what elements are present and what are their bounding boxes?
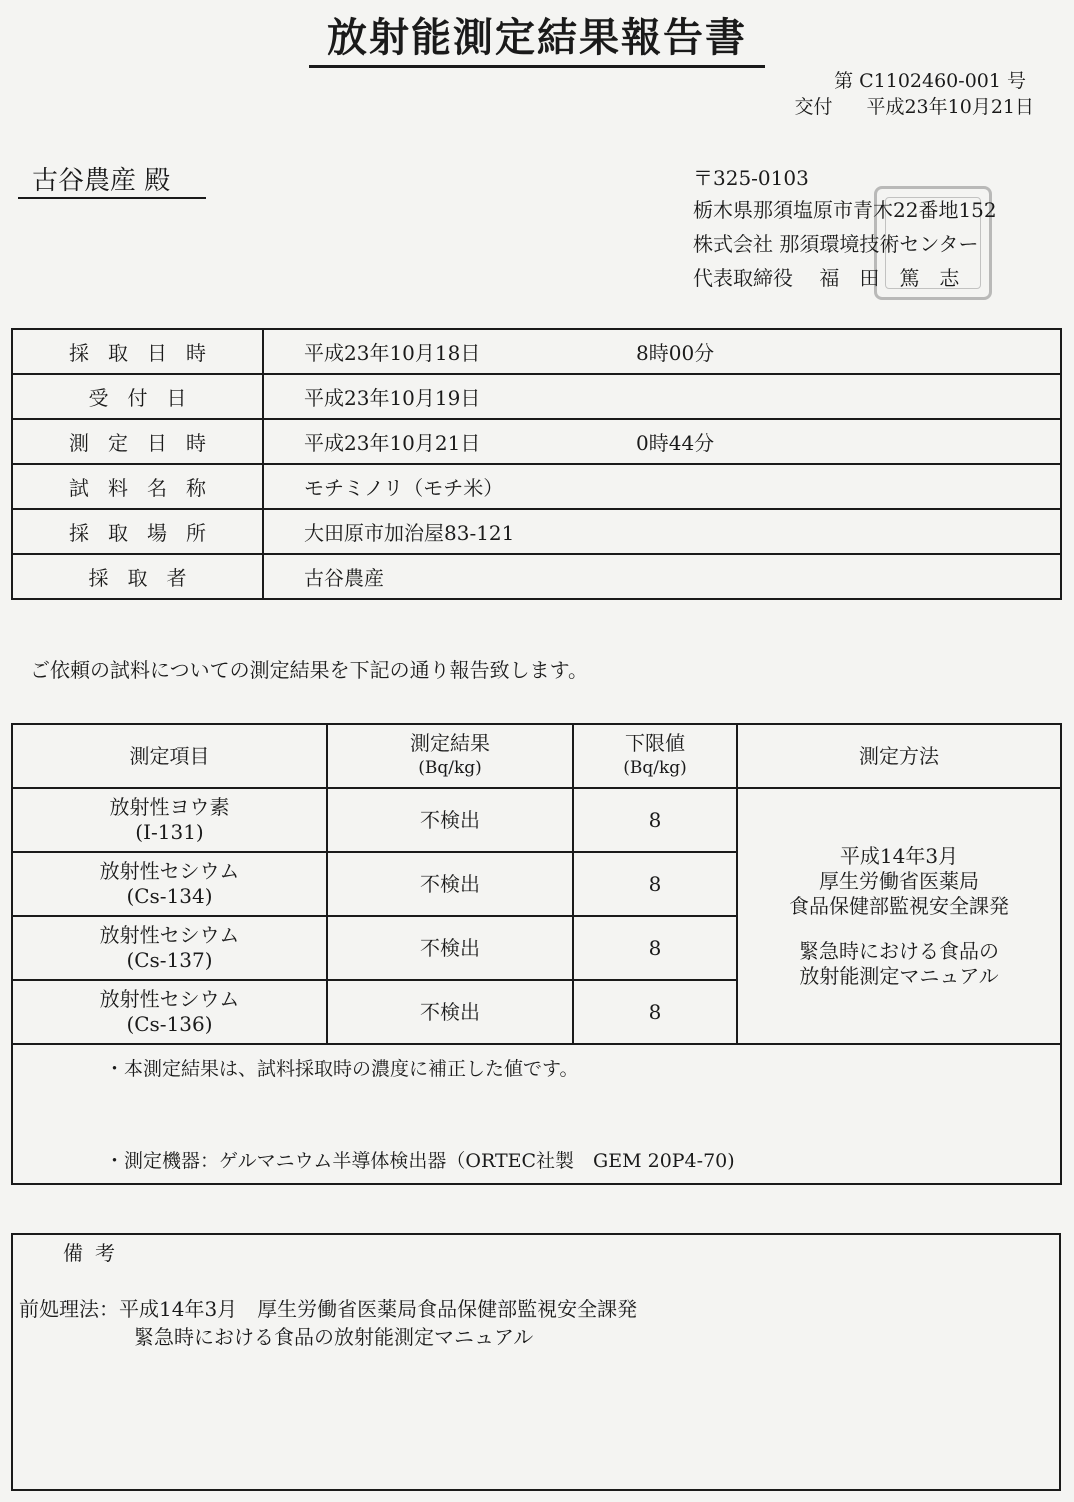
- item-name: 放射性セシウム (Cs-137): [12, 916, 327, 980]
- sample-info-row: [12, 329, 1061, 374]
- header-result-unit: (Bq/kg): [418, 758, 482, 778]
- info-value: 古谷農産: [263, 554, 1061, 599]
- result-value: 不検出: [327, 916, 573, 980]
- remarks-title: 備考: [63, 1241, 127, 1265]
- remarks-line: 緊急時における食品の放射能測定マニュアル: [134, 1325, 534, 1349]
- notes-row: [12, 1044, 1061, 1184]
- sample-info-row: [12, 464, 1061, 509]
- nuclide: (Cs-136): [126, 1012, 213, 1036]
- method-line: 緊急時における食品の: [799, 938, 999, 963]
- remarks-line: 前処理法：平成14年3月 厚生労働省医薬局食品保健部監視安全課発: [19, 1297, 638, 1321]
- sample-info-table: [11, 328, 1062, 600]
- info-value: 平成23年10月18日 8時00分: [263, 329, 1061, 374]
- info-label: 受付日: [12, 374, 263, 419]
- info-time: 0時44分: [636, 431, 715, 455]
- sender-postal-code: 〒325-0103: [693, 166, 809, 190]
- issue-label: 交付: [794, 96, 833, 118]
- method-cell: [737, 788, 1061, 1044]
- method-line: 平成14年3月: [839, 843, 959, 868]
- result-value: 不検出: [327, 788, 573, 852]
- item-name: 放射性ヨウ素 (I-131): [12, 788, 327, 852]
- header-limit-unit: (Bq/kg): [623, 758, 687, 778]
- result-value: 不検出: [327, 980, 573, 1044]
- intro-text: ご依頼の試料についての測定結果を下記の通り報告致します。: [30, 658, 588, 682]
- method-line: 厚生労働省医薬局: [819, 868, 979, 893]
- info-label: 試料名称: [12, 464, 263, 509]
- info-value: 大田原市加治屋83-121: [263, 509, 1061, 554]
- note-instrument: ・測定機器：ゲルマニウム半導体検出器（ORTEC社製 GEM 20P4-70): [105, 1150, 735, 1172]
- info-value: 平成23年10月19日: [263, 374, 1061, 419]
- recipient-name: 古谷農産 殿: [18, 160, 206, 199]
- sample-info-row: [12, 509, 1061, 554]
- sample-info-row: [12, 419, 1061, 464]
- table-row: [12, 788, 1061, 852]
- remarks-box: [11, 1233, 1061, 1491]
- header-limit: 下限値 (Bq/kg): [573, 724, 737, 788]
- header-item: 測定項目: [12, 724, 327, 788]
- header-result: 測定結果 (Bq/kg): [327, 724, 573, 788]
- info-value: 平成23年10月21日 0時44分: [263, 419, 1061, 464]
- report-title: 放射能測定結果報告書: [0, 6, 1074, 68]
- info-label: 測定日時: [12, 419, 263, 464]
- nuclide: (I-131): [135, 820, 204, 844]
- limit-value: 8: [573, 980, 737, 1044]
- notes-cell: [12, 1044, 1061, 1184]
- limit-value: 8: [573, 852, 737, 916]
- item-name: 放射性セシウム (Cs-134): [12, 852, 327, 916]
- method-line: 放射能測定マニュアル: [799, 963, 999, 988]
- info-time: 8時00分: [636, 341, 715, 365]
- sender-representative: 代表取締役 福 田 篤 志: [693, 266, 960, 290]
- result-value: 不検出: [327, 852, 573, 916]
- limit-value: 8: [573, 788, 737, 852]
- results-table: [11, 723, 1062, 1185]
- info-label: 採取日時: [12, 329, 263, 374]
- issue-date-line: [794, 92, 1034, 119]
- sender-company: 株式会社 那須環境技術センター: [693, 232, 979, 256]
- item-name: 放射性セシウム (Cs-136): [12, 980, 327, 1044]
- sample-info-row: [12, 374, 1061, 419]
- info-value: モチミノリ（モチ米）: [263, 464, 1061, 509]
- nuclide: (Cs-134): [126, 884, 213, 908]
- info-label: 採取者: [12, 554, 263, 599]
- header-method: 測定方法: [737, 724, 1061, 788]
- method-line: 食品保健部監視安全課発: [789, 893, 1009, 918]
- sender-address: 栃木県那須塩原市青木22番地152: [693, 198, 997, 222]
- sample-info-row: [12, 554, 1061, 599]
- note-correction: ・本測定結果は、試料採取時の濃度に補正した値です。: [105, 1058, 579, 1080]
- document-number: 第 C1102460-001 号: [834, 70, 1026, 92]
- issue-date: 平成23年10月21日: [866, 96, 1034, 118]
- info-label: 採取場所: [12, 509, 263, 554]
- nuclide: (Cs-137): [126, 948, 213, 972]
- limit-value: 8: [573, 916, 737, 980]
- results-header-row: [12, 724, 1061, 788]
